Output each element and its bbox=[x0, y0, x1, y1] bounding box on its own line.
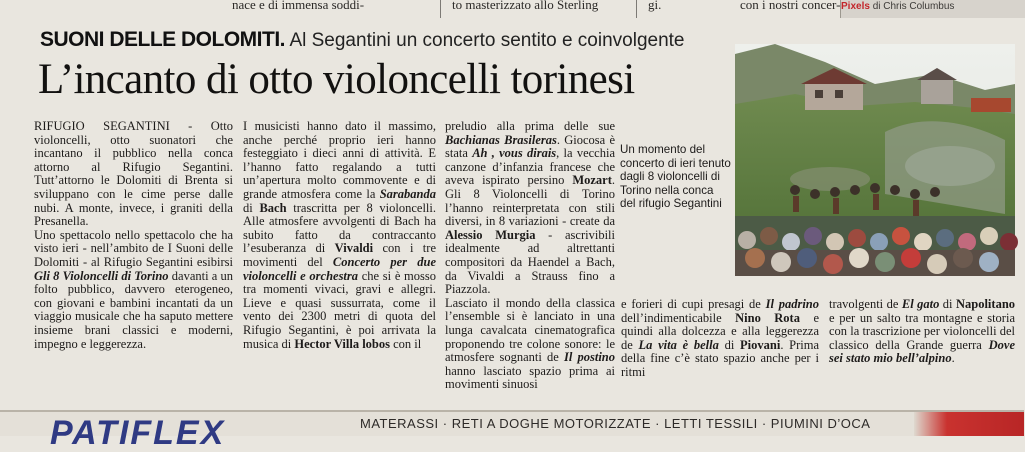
ad-brand: PATIFLEX bbox=[50, 414, 226, 452]
composer-name: Bach bbox=[259, 200, 287, 215]
paragraph bbox=[34, 229, 233, 351]
work-title: Il padrino bbox=[765, 297, 819, 311]
kicker-label: SUONI DELLE DOLOMITI. bbox=[40, 28, 285, 51]
work-title: Concerto per due violoncelli e orchestra bbox=[243, 254, 437, 283]
paragraph: RIFUGIO SEGANTINI - Otto violoncelli, otto suonatori che incantano il pubblico nella conca attorno al Rifugio Segantini. Tutt’attorno le Dolomiti di Brenta si sviluppano con le cime perse dalle nubi. A monte, invece, i graniti della Presanella. bbox=[34, 119, 233, 229]
text: e forieri di cupi presagi de bbox=[621, 297, 761, 311]
work-title: La vita è bella bbox=[638, 337, 719, 352]
text: - ascrivibili idealmente ad altrettanti compositori da Haendel a Bach, da Vivaldi a Strauss fino a Piazzola. bbox=[445, 227, 615, 297]
composer-name: Alessio Murgia bbox=[445, 227, 536, 242]
text: . Gli 8 Violoncelli di Torino l’hanno reinterpretata con stili diversi, in 8 variazioni - create da bbox=[445, 173, 616, 229]
work-title: Bachianas Brasileras bbox=[445, 132, 557, 147]
kicker-subtitle: Al Segantini un concerto sentito e coinvolgente bbox=[289, 30, 685, 51]
text: di bbox=[942, 297, 953, 311]
composer-name: Hector Villa lobos bbox=[294, 336, 390, 351]
top-ad-badge bbox=[840, 0, 1025, 18]
paragraph bbox=[829, 298, 1015, 366]
text: con i tre movimenti del bbox=[243, 241, 436, 269]
concert-photo-illustration bbox=[735, 44, 1015, 276]
composer-name: Mozart bbox=[572, 173, 612, 188]
text: , la vecchia canzone d’infanzia francese che aveva ispirato persino bbox=[445, 146, 615, 188]
work-title: Ah , vous dirais bbox=[472, 146, 557, 161]
work-title: Il postino bbox=[563, 350, 616, 365]
top-strip bbox=[0, 0, 1024, 20]
work-title: El gato bbox=[901, 297, 940, 311]
composer-name: Vivaldi bbox=[334, 241, 374, 256]
work-title: Dove sei stato mio bell’alpino bbox=[829, 337, 1015, 366]
badge-credit: di Chris Columbus bbox=[872, 1, 955, 12]
text: davanti a un folto pubblico, davvero eterogeneo, con giovani e bambini incantati da un viaggio musicale che ha saputo mettere insieme brani classici e moderni, impegno e leggerezza. bbox=[34, 268, 233, 351]
text: . Giocosa è stata bbox=[445, 132, 615, 161]
text: I musicisti hanno dato il massimo, anche perché proprio ieri hanno festeggiato i dieci anni di attività. E l’hanno fatto regalando a tutti un’apertura molto commovente e di grande atmosfera come la bbox=[243, 119, 436, 201]
article-column-2 bbox=[243, 120, 436, 382]
paragraph bbox=[621, 298, 819, 380]
article-column-4 bbox=[621, 298, 819, 382]
text: e per un salto tra montagne e storia con la trascrizione per violoncelli del classico della Grande guerra bbox=[829, 310, 1015, 352]
text: . bbox=[951, 351, 955, 366]
composer-name: Piovani bbox=[740, 337, 781, 352]
article-column-5 bbox=[829, 298, 1015, 382]
paragraph bbox=[445, 297, 615, 392]
photo-caption: Un momento del concerto di ieri tenuto dagli 8 violoncelli di Torino nella conca del rifugio Segantini bbox=[620, 143, 731, 210]
text: Lasciato il mondo della classica l’ensemble si è lanciato in una lunga cavalcata cinematografica proponendo tre colone sonore: le atmosfere sognanti de bbox=[445, 295, 615, 365]
text: con il bbox=[393, 336, 422, 351]
kicker bbox=[40, 28, 685, 52]
paragraph bbox=[243, 120, 436, 351]
article-column-1 bbox=[34, 120, 233, 392]
top-divider bbox=[440, 0, 441, 18]
text: di bbox=[724, 337, 735, 352]
top-fragment-1: nace e di immensa soddi- bbox=[232, 0, 365, 12]
ad-decoration bbox=[914, 412, 1024, 436]
text: preludio alla prima delle sue bbox=[445, 119, 615, 133]
badge-brand: Pixels bbox=[841, 1, 870, 12]
concert-photo bbox=[735, 44, 1015, 276]
text: che si è mosso tra momenti vivaci, gravi e allegri. Lieve e quasi sussurrata, come il vento dei 2300 metri di quota del Rifugio Segantini, è poi arrivata la musica di bbox=[243, 268, 437, 351]
text: di bbox=[243, 200, 253, 215]
article-column-3 bbox=[445, 119, 616, 392]
text: . Prima della fine c’è stato spazio anche per i ritmi bbox=[621, 337, 820, 379]
composer-name: Nino Rota bbox=[735, 310, 800, 325]
text: travolgenti de bbox=[829, 297, 899, 311]
text: trascritta per 8 violoncelli. Alle atmosfere avvolgenti di Bach ha subito fatto da contraccanto l’esuberanza di bbox=[243, 200, 437, 256]
text: Uno spettacolo nello spettacolo che ha visto ieri - nell’ambito de I Suoni delle Dolomiti - al Rifugio Segantini esibirsi bbox=[34, 227, 233, 269]
work-title: Sarabanda bbox=[379, 186, 436, 201]
text: hanno lasciato spazio prima ai movimenti sinuosi bbox=[445, 363, 615, 392]
top-fragment-2: to masterizzato allo Sterling bbox=[452, 0, 599, 12]
top-fragment-3: gi. bbox=[648, 0, 662, 12]
text: dell’indimenticabile bbox=[621, 310, 722, 325]
text: e quindi alla dolcezza e alla leggerezza de bbox=[621, 310, 819, 352]
composer-name: Napolitano bbox=[955, 297, 1016, 311]
headline: L’incanto di otto violoncelli torinesi bbox=[38, 56, 635, 103]
top-divider bbox=[636, 0, 637, 18]
bottom-advertisement bbox=[0, 410, 1024, 452]
top-fragment-4: con i nostri concer- bbox=[740, 0, 841, 12]
ensemble-name: Gli 8 Violoncelli di Torino bbox=[34, 268, 169, 283]
paragraph bbox=[445, 120, 615, 297]
ad-tagline: MATERASSI · RETI A DOGHE MOTORIZZATE · LETTI TESSILI · PIUMINI D’OCA bbox=[360, 416, 871, 431]
